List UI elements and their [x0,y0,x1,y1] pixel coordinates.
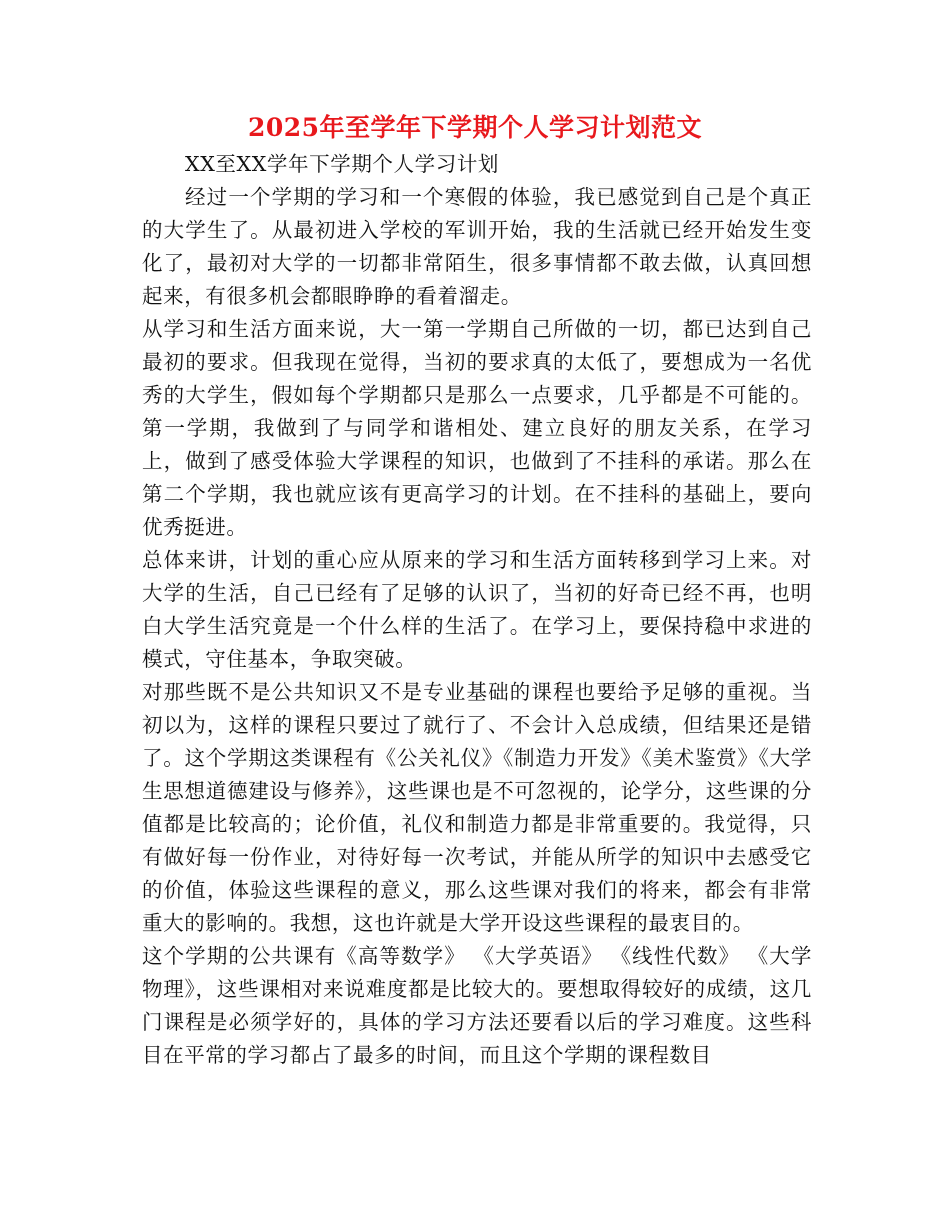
paragraph-first-semester: 从学习和生活方面来说，大一第一学期自己所做的一切，都已达到自己最初的要求。但我现在觉得，当初的要求真的太低了，要想成为一名优秀的大学生，假如每个学期都只是那么一点要求，几乎都是不可能的。第一学期，我做到了与同学和谐相处、建立良好的朋友关系，在学习上，做到了感受体验大学课程的知识，也做到了不挂科的承诺。那么在第二个学期，我也就应该有更高学习的计划。在不挂科的基础上，要向优秀挺进。 [142,317,812,539]
document-title: 2025年至学年下学期个人学习计划范文 [247,113,703,142]
paragraph-elective-courses: 对那些既不是公共知识又不是专业基础的课程也要给予足够的重视。当初以为，这样的课程只要过了就行了、不会计入总成绩，但结果还是错了。这个学期这类课程有《公关礼仪》《制造力开发》《美术鉴赏》《大学生思想道德建设与修养》，这些课也是不可忽视的，论学分，这些课的分值都是比较高的；论价值，礼仪和制造力都是非常重要的。我觉得，只有做好每一份作业，对待好每一次考试，并能从所学的知识中去感受它的价值，体验这些课程的意义，那么这些课对我们的将来，都会有非常重大的影响的。我想，这也许就是大学开设这些课程的最衷目的。 [142,680,812,935]
paragraph-overall-plan: 总体来讲，计划的重心应从原来的学习和生活方面转移到学习上来。对大学的生活，自己已经有了足够的认识了，当初的好奇已经不再，也明白大学生活究竟是一个什么样的生活了。在学习上，要保持稳中求进的模式，守住基本，争取突破。 [142,548,812,671]
document-body [142,148,812,1072]
plan-heading-line: XX至XX学年下学期个人学习计划 [185,152,500,176]
paragraph-intro: 经过一个学期的学习和一个寒假的体验，我已感觉到自己是个真正的大学生了。从最初进入学校的军训开始，我的生活就已经开始发生变化了，最初对大学的一切都非常陌生，很多事情都不敢去做，认真回想起来，有很多机会都眼睁睁的看着溜走。 [142,185,812,308]
paragraph-public-courses: 这个学期的公共课有《高等数学》 《大学英语》 《线性代数》 《大学物理》，这些课相对来说难度都是比较大的。要想取得较好的成绩，这几门课程是必须学好的，具体的学习方法还要看以后的学习难度。这些科目在平常的学习都占了最多的时间，而且这个学期的课程数目 [142,944,812,1067]
